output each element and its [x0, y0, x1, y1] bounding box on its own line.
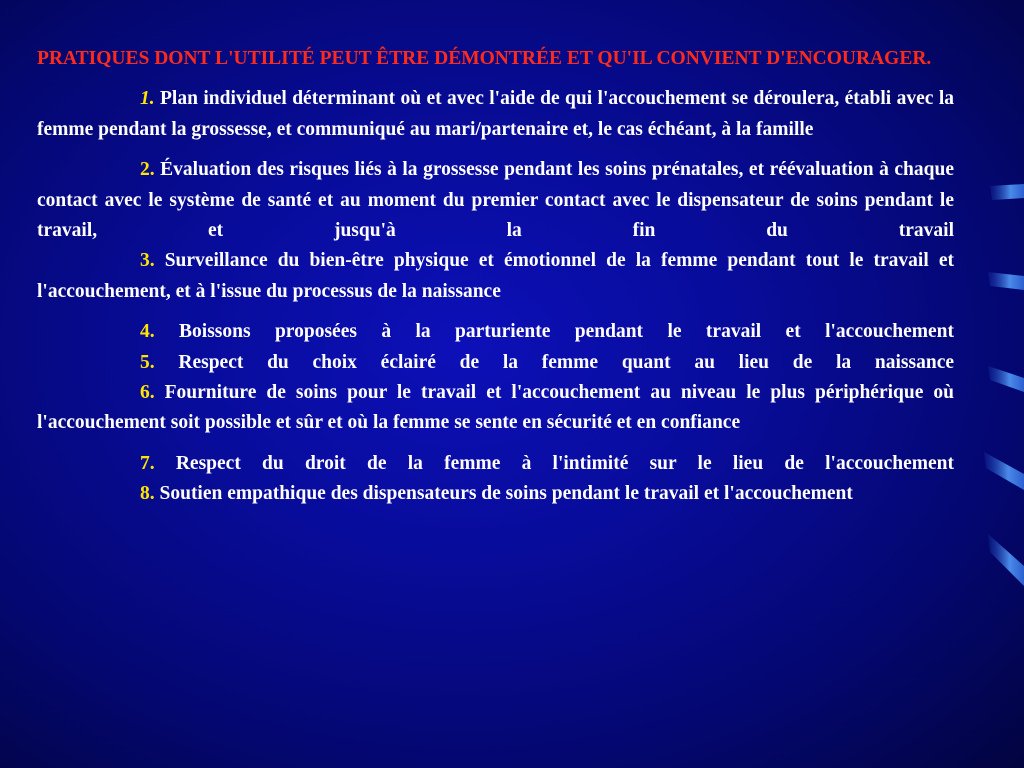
item-text-3: Surveillance du bien-être physique et émotionnel de la femme pendant tout le travail et l'accouchement, et à l'issue du processus de la naissance: [37, 250, 954, 302]
item-number-4: 4.: [140, 321, 155, 343]
list-item-5: [37, 348, 954, 378]
item-number-8: 8.: [140, 483, 155, 505]
stripe-3: [988, 366, 1024, 392]
item-number-2: 2.: [140, 159, 155, 181]
item-text-8: Soutien empathique des dispensateurs de soins pendant le travail et l'accouchement: [154, 483, 853, 505]
item-text-4: Boissons proposées à la parturiente pendant le travail et l'accouchement: [154, 321, 954, 343]
content-block: [37, 44, 954, 510]
item-text-2: Évaluation des risques liés à la grossesse pendant les soins prénatales, et réévaluation à chaque contact avec le système de santé et au moment du premier contact avec le dispensateur de soins pendant le travail, et jusqu'à la fin du travail: [37, 159, 954, 242]
item-number-3: 3.: [140, 250, 155, 272]
item-text-5: Respect du choix éclairé de la femme quant au lieu de la naissance: [154, 351, 954, 373]
stripe-2: [988, 272, 1024, 290]
item-number-5: 5.: [140, 351, 155, 373]
list-item-2: [37, 155, 954, 246]
list-item-1: [37, 84, 954, 145]
stripe-4: [984, 452, 1024, 490]
list-item-3: [37, 246, 954, 307]
item-number-6: 6.: [140, 382, 155, 404]
list-item-4: [37, 317, 954, 347]
stripe-5: [988, 534, 1024, 586]
slide-title: PRATIQUES DONT L'UTILITÉ PEUT ÊTRE DÉMONTRÉE ET QU'IL CONVIENT D'ENCOURAGER.: [37, 48, 932, 69]
item-number-1: 1.: [140, 88, 155, 110]
item-text-7: Respect du droit de la femme à l'intimité sur le lieu de l'accouchement: [154, 452, 954, 474]
list-item-7: [37, 449, 954, 479]
item-text-1: Plan individuel déterminant où et avec l'aide de qui l'accouchement se déroulera, établi avec la femme pendant la grossesse, et communiqué au mari/partenaire et, le cas échéant, à la famille: [37, 88, 954, 140]
item-text-6: Fourniture de soins pour le travail et l'accouchement au niveau le plus périphérique où l'accouchement soit possible et sûr et où la femme se sente en sécurité et en confiance: [37, 382, 954, 434]
item-number-7: 7.: [140, 452, 155, 474]
stripe-1: [990, 184, 1024, 200]
list-item-8: [37, 479, 954, 509]
list-item-6: [37, 378, 954, 439]
